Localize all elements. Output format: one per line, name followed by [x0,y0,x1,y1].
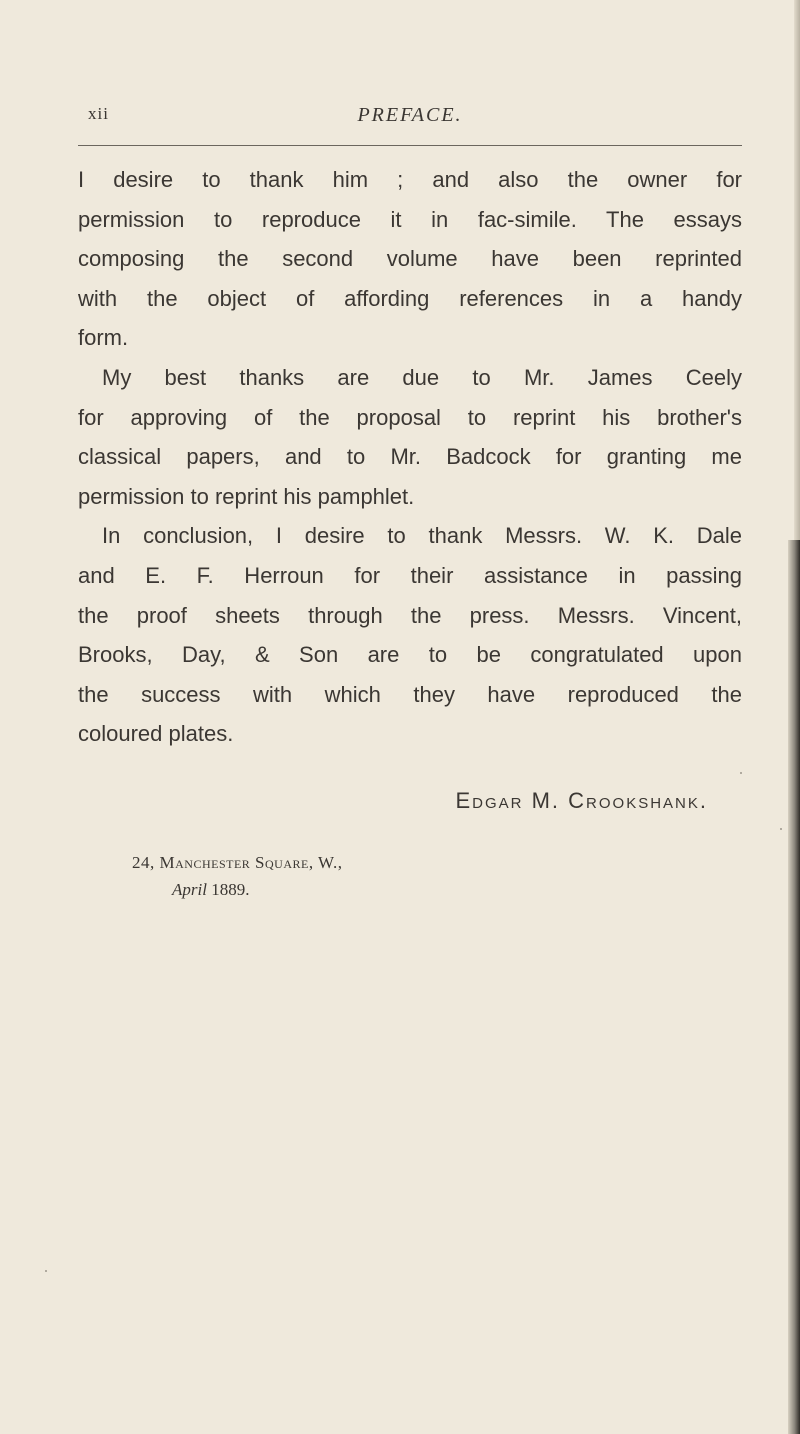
text-line: In conclusion, I desire to thank Messrs. W. K. Dale [102,523,742,549]
text-line: with the object of affording references in a handy [78,285,742,311]
page-header [78,104,742,134]
preface-body [78,160,742,754]
paper-speck [740,772,742,774]
text-line: permission to reproduce it in fac-simile. The essays [78,206,742,232]
address-street: Manchester Square, W., [159,853,343,872]
paragraph-1 [78,160,742,358]
author-signature: Edgar M. Crookshank. [455,788,708,813]
text-line: composing the second volume have been reprinted [78,246,742,272]
paragraph-2 [78,358,742,516]
address [132,853,343,873]
text-line: and E. F. Herroun for their assistance in passing [78,562,742,588]
text-line: permission to reprint his pamphlet. [78,483,415,509]
text-line: the success with which they have reproduced the [78,681,742,707]
page-edge-shadow [788,540,800,1434]
page-edge-shadow-top [794,0,800,540]
page-number: xii [88,104,109,123]
text-line: the proof sheets through the press. Messrs. Vincent, [78,602,742,628]
address-number: 24, [132,853,155,872]
text-line: form. [78,325,129,351]
text-line: I desire to thank him ; and also the owner for [78,167,742,192]
paragraph-3 [78,516,742,754]
text-line: coloured plates. [78,721,234,747]
date-month: April [172,880,207,899]
text-line: for approving of the proposal to reprint his brother's [78,404,742,430]
header-rule [78,145,742,146]
paper-speck [780,828,782,830]
text-line: classical papers, and to Mr. Badcock for granting me [78,444,742,470]
paper-speck [45,1270,47,1272]
running-title: PREFACE. [357,104,463,126]
text-line: Brooks, Day, & Son are to be congratulated upon [78,642,742,668]
date-year: 1889. [211,880,250,899]
text-line: My best thanks are due to Mr. James Ceely [102,364,742,390]
date [172,880,249,900]
